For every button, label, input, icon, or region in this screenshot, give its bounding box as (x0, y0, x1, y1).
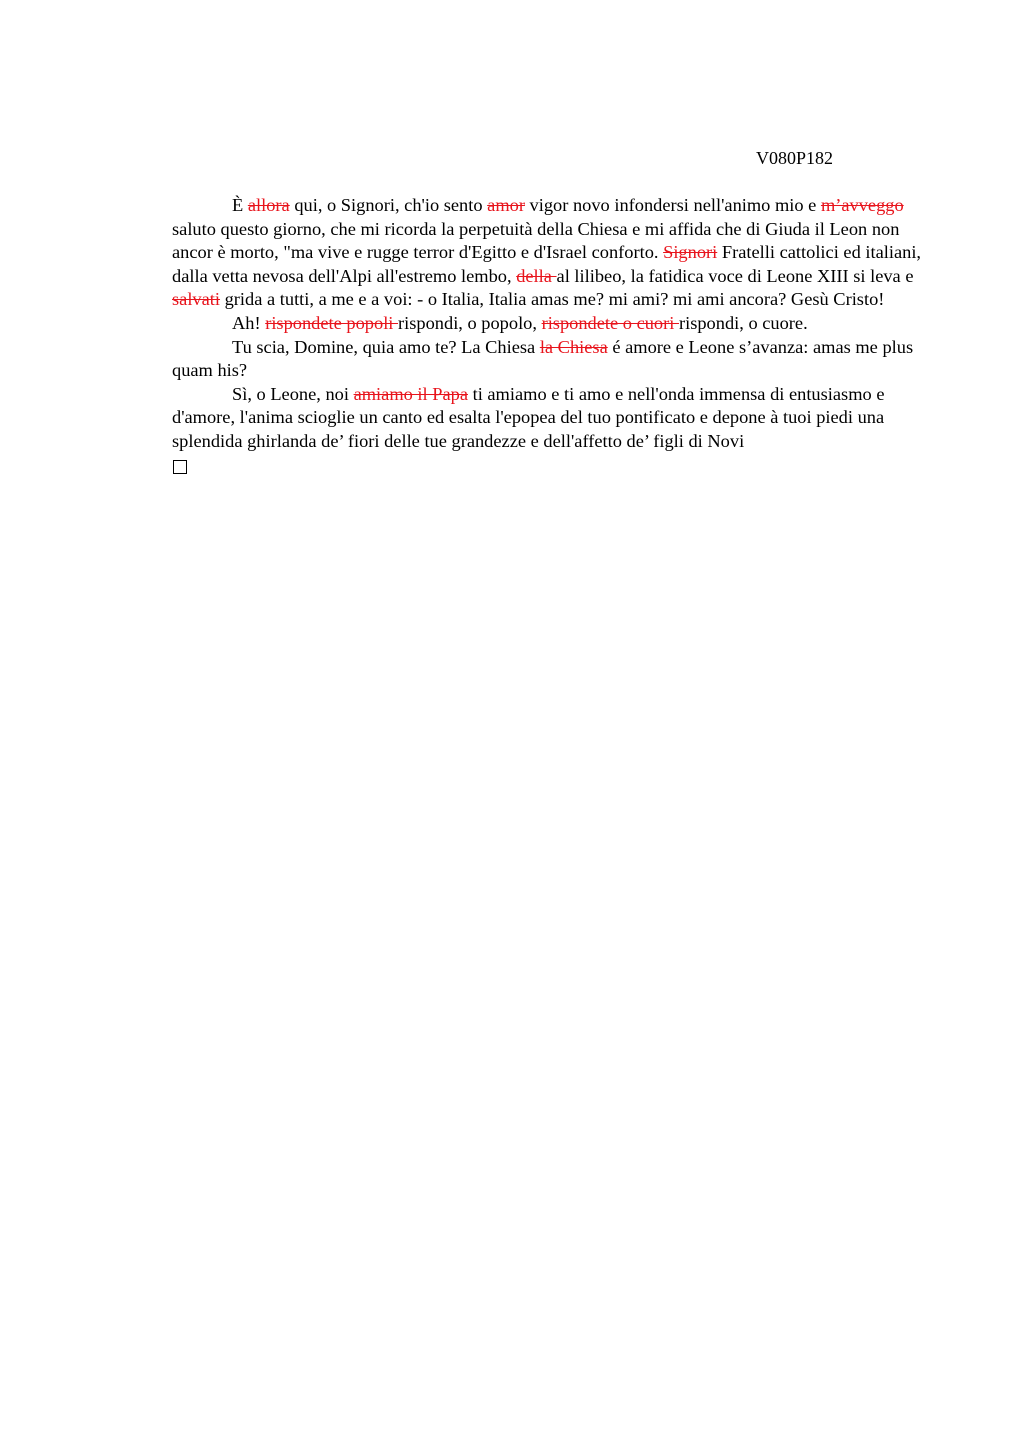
deleted-text: amor (487, 195, 525, 215)
deleted-text: della (516, 265, 557, 286)
paragraph (172, 194, 924, 312)
paragraph (172, 383, 924, 454)
text-segment: grida a tutti, a me e a voi: - o Italia, Italia amas me? mi ami? mi ami ancora? Gesù Cristo! (220, 289, 885, 310)
deleted-text: amiamo il Papa (353, 383, 468, 404)
deleted-text: rispondete popoli (265, 312, 399, 333)
text-segment: rispondi, o popolo, (398, 312, 542, 333)
deleted-text: la Chiesa (539, 336, 608, 357)
checkbox-icon (173, 460, 187, 474)
text-segment: È (232, 195, 248, 215)
paragraph (172, 336, 924, 383)
document-body (172, 194, 924, 474)
text-segment: al lilibeo, la fatidica voce di Leone XIII si leva e (556, 265, 914, 286)
text-segment: saluto questo giorno, che mi ricorda la perpetuità della Chiesa e mi affida che di Giuda il Leon non ancor è morto, "ma vive e rugge terror d'Egitto e d'Israel conforto. (172, 218, 900, 263)
text-segment: Fratelli cattolici ed italiani, dalla vetta nevosa dell'Alpi all'estremo lembo, (172, 242, 922, 286)
text-segment: qui, o Signori, ch'io sento (289, 195, 488, 215)
deleted-text: Signori (663, 242, 718, 263)
deleted-text: m’avveggo (820, 195, 904, 215)
text-segment: Sì, o Leone, noi (232, 383, 354, 404)
paragraph (172, 312, 924, 336)
deleted-text: allora (247, 195, 290, 215)
text-segment: ti amiamo e ti amo e nell'onda immensa di entusiasmo e d'amore, l'anima scioglie un canto ed esalta l'epopea del tuo pontificato e depone à tuoi piedi una splendida ghirlanda de’ fiori delle tue grandezze e dell'affetto de’ figli di Novi (172, 383, 885, 451)
text-segment: Ah! (232, 312, 266, 333)
text-segment: Tu scia, Domine, quia amo te? La Chiesa (232, 336, 540, 357)
text-segment: rispondi, o cuore. (678, 312, 808, 333)
page-identifier: V080P182 (756, 148, 834, 168)
text-segment: é amore e Leone s’avanza: amas me plus quam his? (172, 336, 914, 381)
deleted-text: salvati (172, 289, 221, 310)
text-segment: vigor novo infondersi nell'animo mio e (524, 195, 821, 215)
deleted-text: rispondete o cuori (541, 312, 679, 333)
